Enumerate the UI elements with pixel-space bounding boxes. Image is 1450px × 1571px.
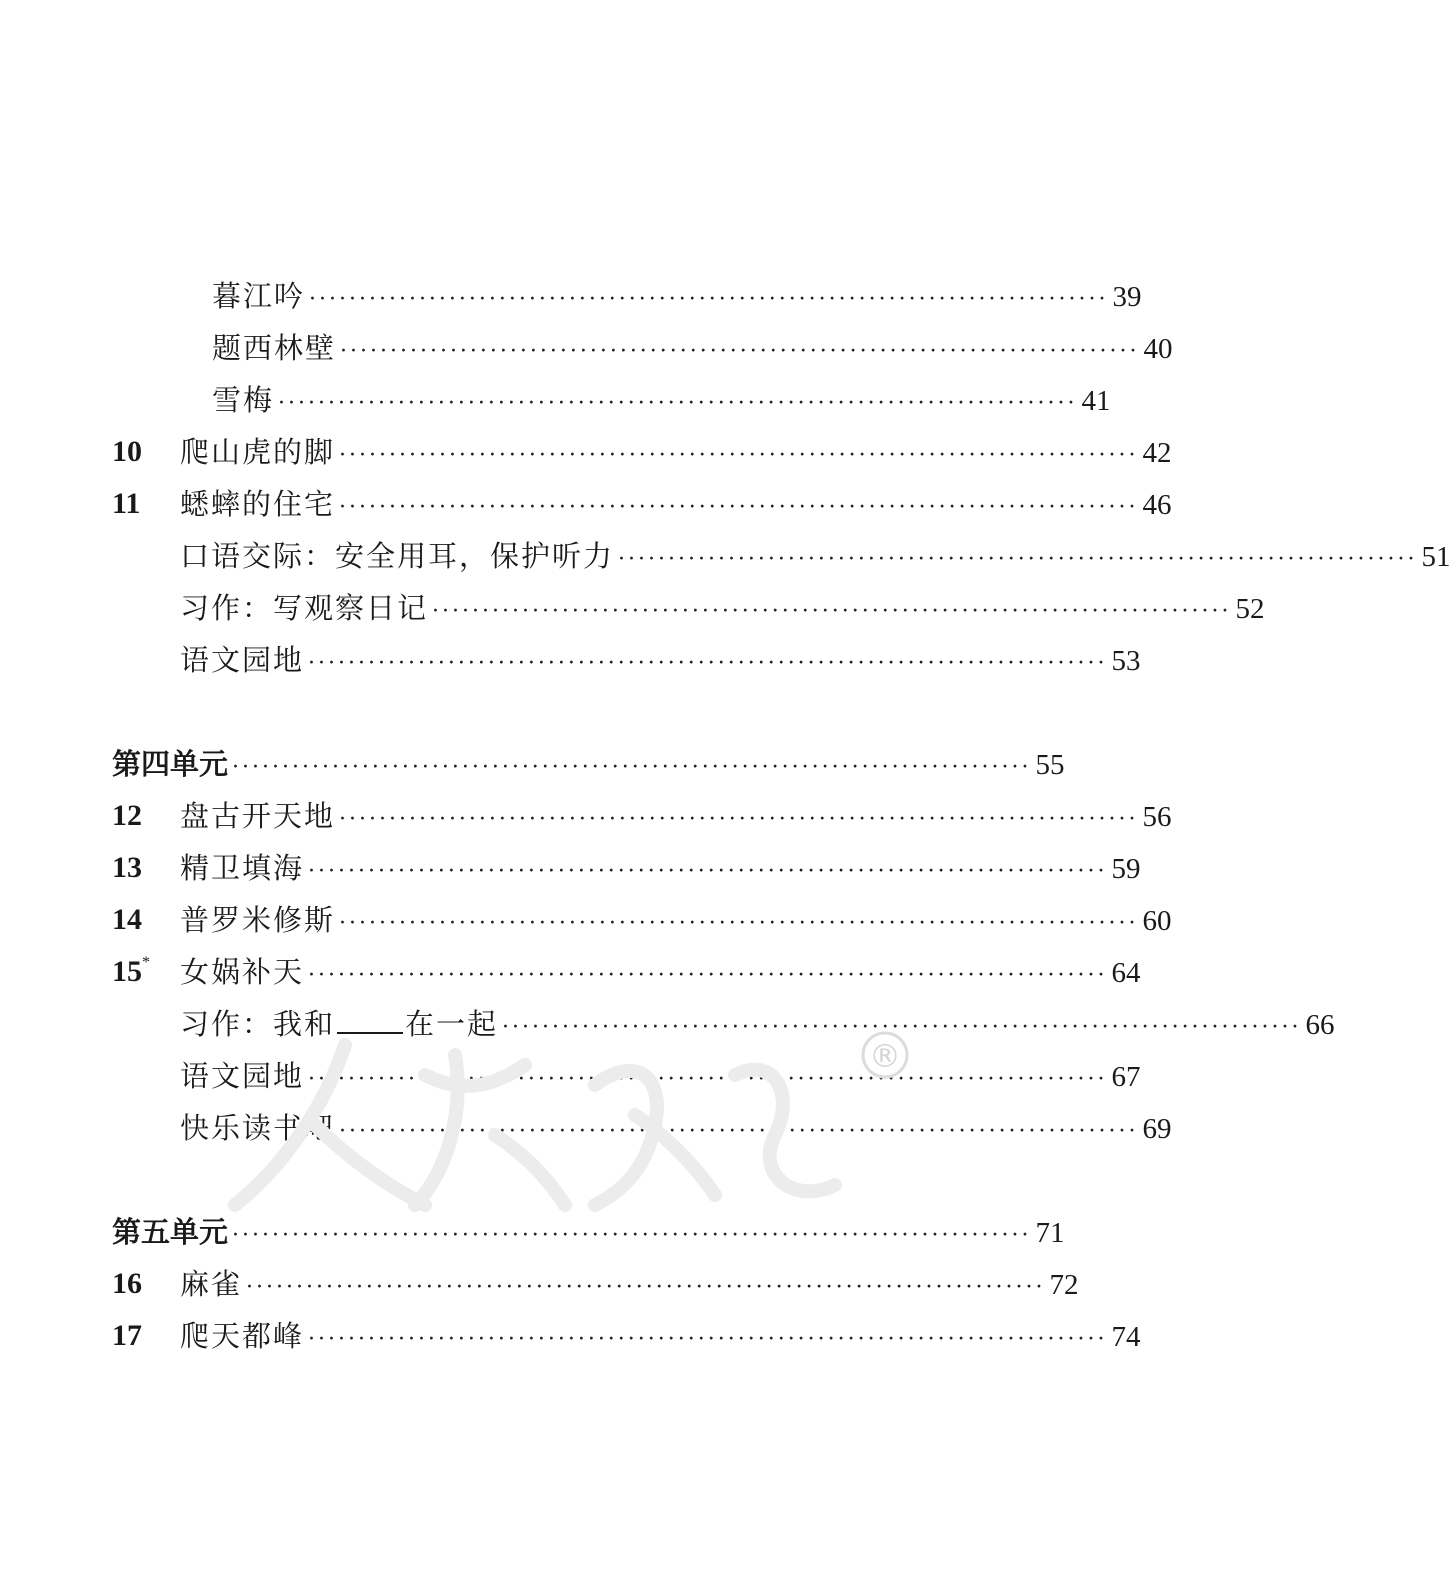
dot-leader: ················································································ bbox=[502, 1015, 1302, 1040]
dot-leader: ················································································ bbox=[618, 547, 1418, 572]
lesson-number: 17 bbox=[112, 1319, 142, 1352]
toc-entry[interactable] bbox=[0, 634, 1141, 686]
lesson-number: 15* bbox=[112, 954, 150, 988]
toc-entry-line bbox=[180, 1258, 1079, 1314]
dot-leader: ················································································ bbox=[232, 755, 1032, 780]
toc-entry[interactable] bbox=[0, 998, 1335, 1050]
dot-leader: ················································································ bbox=[308, 859, 1108, 884]
toc-entry[interactable] bbox=[0, 478, 1172, 530]
page-number: 69 bbox=[1142, 1113, 1172, 1145]
page-number: 42 bbox=[1142, 437, 1172, 469]
optional-lesson-asterisk: * bbox=[142, 954, 150, 971]
page-number: 71 bbox=[1035, 1217, 1065, 1249]
lesson-number: 13 bbox=[112, 851, 142, 884]
toc-entry-line bbox=[212, 374, 1111, 430]
toc-entry-title: 精卫填海 bbox=[180, 851, 305, 885]
toc-entry-line bbox=[180, 1310, 1141, 1366]
toc-entry-line bbox=[180, 842, 1141, 898]
toc-entry[interactable] bbox=[0, 374, 1122, 426]
toc-entry[interactable] bbox=[0, 738, 1122, 790]
lesson-number: 12 bbox=[112, 799, 142, 832]
toc-entry-title: 蟋蟀的住宅 bbox=[180, 487, 336, 521]
dot-leader: ················································································ bbox=[339, 443, 1139, 468]
dot-leader: ················································································ bbox=[308, 651, 1108, 676]
toc-entry-line bbox=[180, 998, 1335, 1054]
page-number: 55 bbox=[1035, 749, 1065, 781]
title-part: 在一起 bbox=[405, 1007, 499, 1041]
toc-entry-line bbox=[212, 322, 1173, 378]
toc-entry[interactable] bbox=[0, 1050, 1141, 1102]
toc-entry-title: 女娲补天 bbox=[180, 955, 305, 989]
toc-entry-line bbox=[180, 634, 1141, 690]
toc-entry[interactable] bbox=[0, 270, 1142, 322]
page-number: 41 bbox=[1081, 385, 1111, 417]
toc-entry-line bbox=[180, 478, 1172, 534]
toc-entry[interactable] bbox=[0, 1102, 1172, 1154]
toc-entry-title: 爬山虎的脚 bbox=[180, 435, 336, 469]
toc-entry-title: 语文园地 bbox=[180, 643, 305, 677]
toc-entry[interactable] bbox=[0, 426, 1172, 478]
toc-entry[interactable] bbox=[0, 946, 1141, 998]
page-number: 59 bbox=[1111, 853, 1141, 885]
toc-entry-title: 口语交际：安全用耳，保护听力 bbox=[180, 539, 615, 573]
page-number: 64 bbox=[1111, 957, 1141, 989]
toc-entry-line bbox=[180, 582, 1265, 638]
dot-leader: ················································································ bbox=[308, 1067, 1108, 1092]
toc-entry-line bbox=[112, 1206, 1065, 1262]
toc-entry-line bbox=[180, 530, 1450, 586]
lesson-number: 14 bbox=[112, 903, 142, 936]
section-gap bbox=[0, 1154, 1122, 1206]
page-number: 72 bbox=[1049, 1269, 1079, 1301]
toc-entry[interactable] bbox=[0, 790, 1172, 842]
toc-entry-title: 雪梅 bbox=[212, 383, 275, 417]
toc-entry[interactable] bbox=[0, 842, 1141, 894]
page-number: 74 bbox=[1111, 1321, 1141, 1353]
toc-entry[interactable] bbox=[0, 1310, 1141, 1362]
section-gap bbox=[0, 686, 1122, 738]
page-number: 39 bbox=[1112, 281, 1142, 313]
dot-leader: ················································································ bbox=[339, 911, 1139, 936]
toc-entry-line bbox=[180, 790, 1172, 846]
page-number: 46 bbox=[1142, 489, 1172, 521]
page-number: 60 bbox=[1142, 905, 1172, 937]
dot-leader: ················································································ bbox=[278, 391, 1078, 416]
toc-entry-line bbox=[180, 426, 1172, 482]
dot-leader: ················································································ bbox=[309, 287, 1109, 312]
toc-entry[interactable] bbox=[0, 1206, 1122, 1258]
title-part: 习作：我和 bbox=[180, 1007, 336, 1041]
dot-leader: ················································································ bbox=[339, 807, 1139, 832]
toc-entry[interactable] bbox=[0, 1258, 1122, 1310]
dot-leader: ················································································ bbox=[432, 599, 1232, 624]
dot-leader: ················································································ bbox=[339, 495, 1139, 520]
lesson-number: 11 bbox=[112, 487, 141, 520]
page-number: 66 bbox=[1305, 1009, 1335, 1041]
dot-leader: ················································································ bbox=[308, 1327, 1108, 1352]
toc-entry-line bbox=[180, 1102, 1172, 1158]
toc-entry-line bbox=[180, 946, 1141, 1002]
toc-entry-title: 习作：写观察日记 bbox=[180, 591, 429, 625]
page-number: 53 bbox=[1111, 645, 1141, 677]
dot-leader: ················································································ bbox=[339, 1119, 1139, 1144]
toc-entry-title: 爬天都峰 bbox=[180, 1319, 305, 1353]
toc-entry-title bbox=[180, 998, 498, 1050]
toc-entry-line bbox=[180, 894, 1172, 950]
toc-entry-line bbox=[112, 738, 1065, 794]
toc-entry-title: 第四单元 bbox=[112, 747, 229, 781]
toc-entry-title: 语文园地 bbox=[180, 1059, 305, 1093]
dot-leader: ················································································ bbox=[308, 963, 1108, 988]
toc-entry-title: 麻雀 bbox=[180, 1267, 243, 1301]
toc-entry-line bbox=[180, 1050, 1141, 1106]
toc-entry[interactable] bbox=[0, 322, 1173, 374]
table-of-contents bbox=[0, 270, 1450, 1362]
toc-entry-title: 快乐读书吧 bbox=[180, 1111, 336, 1145]
page-number: 67 bbox=[1111, 1061, 1141, 1093]
page-number: 56 bbox=[1142, 801, 1172, 833]
dot-leader: ················································································ bbox=[340, 339, 1140, 364]
toc-entry[interactable] bbox=[0, 894, 1172, 946]
page-number: 52 bbox=[1235, 593, 1265, 625]
toc-entry[interactable] bbox=[0, 530, 1450, 582]
toc-entry-title: 普罗米修斯 bbox=[180, 903, 336, 937]
toc-entry-line bbox=[212, 270, 1142, 326]
toc-entry[interactable] bbox=[0, 582, 1265, 634]
fill-in-blank bbox=[337, 1002, 403, 1034]
dot-leader: ················································································ bbox=[232, 1223, 1032, 1248]
toc-entry-title: 暮江吟 bbox=[212, 279, 306, 313]
lesson-number: 10 bbox=[112, 435, 142, 468]
registered-mark: ® bbox=[869, 1037, 901, 1075]
page-number: 51 bbox=[1421, 541, 1450, 573]
page-number: 40 bbox=[1143, 333, 1173, 365]
lesson-number: 16 bbox=[112, 1267, 142, 1300]
toc-entry-title: 题西林壁 bbox=[212, 331, 337, 365]
dot-leader: ················································································ bbox=[246, 1275, 1046, 1300]
toc-entry-title: 盘古开天地 bbox=[180, 799, 336, 833]
toc-entry-title: 第五单元 bbox=[112, 1215, 229, 1249]
